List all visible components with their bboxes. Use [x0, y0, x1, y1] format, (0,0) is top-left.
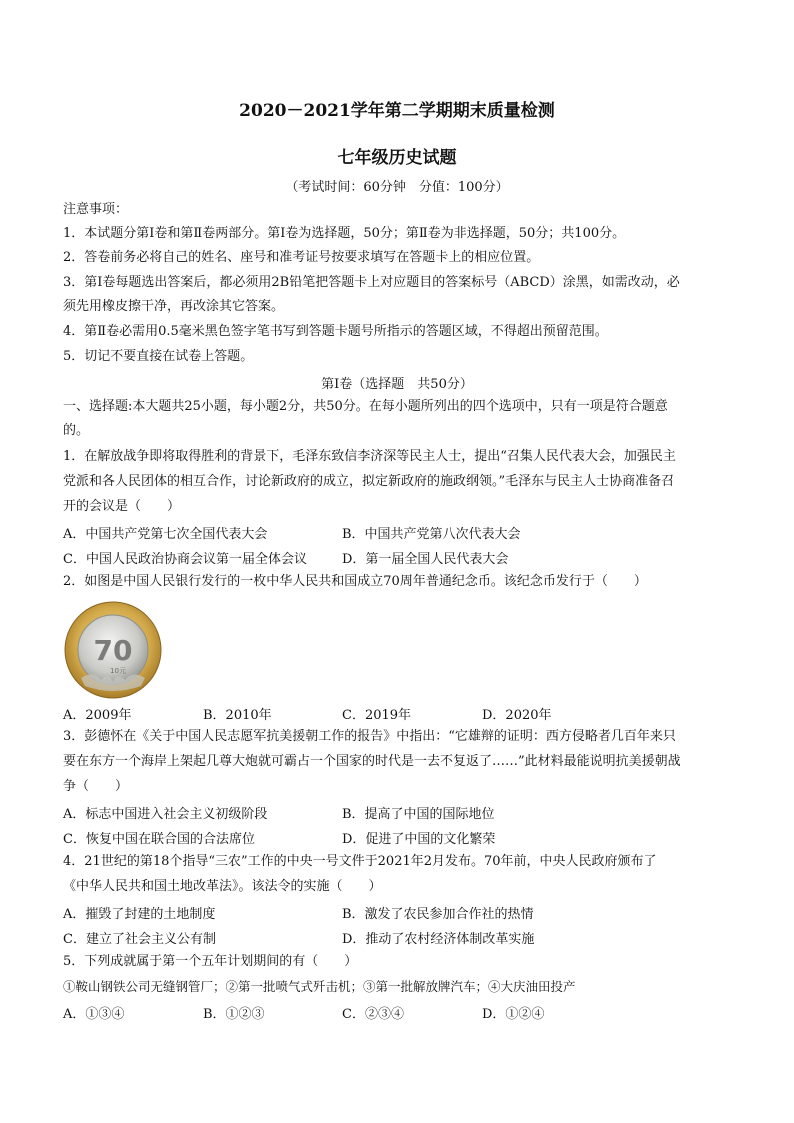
question-3-text: 3．彭德怀在《关于中国人民志愿军抗美援朝工作的报告》中指出：“它雄辩的证明：西方侵略者几百年来只 [63, 729, 676, 744]
question-5-option-b[interactable]: B．①②③ [203, 1007, 265, 1022]
question-1-text: 党派和各人民团体的相互合作，讨论新政府的成立，拟定新政府的施政纲领。”毛泽东与民主人士协商准备召 [63, 474, 675, 489]
question-2-option-d[interactable]: D．2020年 [482, 708, 552, 723]
question-4-option-c[interactable]: C．建立了社会主义公有制 [63, 932, 216, 947]
note-line: 3．第Ⅰ卷每题选出答案后，都必须用2B铅笔把答题卡上对应题目的答案标号（ABCD）涂黑，如需改动，必 [63, 275, 680, 290]
question-1-text: 开的会议是（ ） [63, 499, 181, 514]
question-1-option-b[interactable]: B．中国共产党第八次代表大会 [342, 527, 521, 542]
coin-number: 70 [93, 634, 133, 667]
question-2-text: 2．如图是中国人民银行发行的一枚中华人民共和国成立70周年普通纪念币。该纪念币发行于（ ） [63, 574, 647, 589]
note-line: 4．第Ⅱ卷必需用0.5毫米黑色签字笔书写到答题卡题号所指示的答题区域，不得超出预留范围。 [63, 324, 608, 339]
notes-heading: 注意事项： [63, 202, 129, 217]
exam-subject: 七年级历史试题 [337, 148, 457, 168]
question-4-text: 《中华人民共和国土地改革法》。该法令的实施（ ） [63, 879, 382, 894]
question-4-text: 4．21世纪的第18个指导“三农”工作的中央一号文件于2021年2月发布。70年前，中央人民政府颁布了 [63, 854, 657, 869]
question-1-option-d[interactable]: D．第一届全国人民代表大会 [342, 552, 509, 567]
coin-denomination: 10元 [110, 667, 126, 675]
question-2-option-b[interactable]: B．2010年 [203, 708, 272, 723]
question-5-option-c[interactable]: C．②③④ [342, 1007, 404, 1022]
note-line: 须先用橡皮擦干净，再改涂其它答案。 [63, 299, 285, 314]
exam-title: 2020－2021学年第二学期期末质量检测 [239, 101, 555, 121]
question-1-option-a[interactable]: A．中国共产党第七次全国代表大会 [63, 527, 268, 542]
question-4-option-a[interactable]: A．摧毁了封建的土地制度 [63, 907, 216, 922]
question-3-option-c[interactable]: C．恢复中国在联合国的合法席位 [63, 832, 255, 847]
section-heading: 第Ⅰ卷（选择题 共50分） [321, 377, 473, 392]
exam-info: （考试时间：60分钟 分值：100分） [285, 180, 509, 195]
question-3-text: 争（ ） [63, 779, 129, 794]
question-1-text: 1．在解放战争即将取得胜利的背景下，毛泽东致信李济深等民主人士，提出“召集人民代表大会，加强民主 [63, 449, 676, 464]
question-2-option-c[interactable]: C．2019年 [342, 708, 412, 723]
question-3-text: 要在东方一个海岸上架起几尊大炮就可霸占一个国家的时代是一去不复返了……”此材料最能说明抗美援朝战 [63, 754, 681, 769]
note-line: 1．本试题分第Ⅰ卷和第Ⅱ卷两部分。第Ⅰ卷为选择题，50分；第Ⅱ卷为非选择题，50分；共100分。 [63, 226, 626, 241]
question-3-option-b[interactable]: B．提高了中国的国际地位 [342, 807, 495, 822]
section-instruction-cont: 的。 [63, 423, 90, 438]
question-3-option-d[interactable]: D．促进了中国的文化繁荣 [342, 832, 496, 847]
question-5-text: 5．下列成就属于第一个五年计划期间的有（ ） [63, 954, 358, 969]
note-line: 5．切记不要直接在试卷上答题。 [63, 349, 254, 364]
question-4-option-b[interactable]: B．激发了农民参加合作社的热情 [342, 907, 534, 922]
question-5-option-d[interactable]: D．①②④ [482, 1007, 545, 1022]
commemorative-coin-image [63, 600, 163, 700]
section-instruction: 一、选择题:本大题共25小题，每小题2分，共50分。在每小题所列出的四个选项中，只有一项是符合题意 [63, 399, 668, 414]
question-5-items: ①鞍山钢铁公司无缝钢管厂；②第一批喷气式歼击机；③第一批解放牌汽车；④大庆油田投产 [63, 979, 576, 994]
question-1-option-c[interactable]: C．中国人民政治协商会议第一届全体会议 [63, 552, 307, 567]
question-2-option-a[interactable]: A．2009年 [63, 708, 132, 723]
note-line: 2．答卷前务必将自己的姓名、座号和准考证号按要求填写在答题卡上的相应位置。 [63, 250, 540, 265]
question-4-option-d[interactable]: D．推动了农村经济体制改革实施 [342, 932, 535, 947]
question-3-option-a[interactable]: A．标志中国进入社会主义初级阶段 [63, 807, 268, 822]
question-5-option-a[interactable]: A．①③④ [63, 1007, 125, 1022]
